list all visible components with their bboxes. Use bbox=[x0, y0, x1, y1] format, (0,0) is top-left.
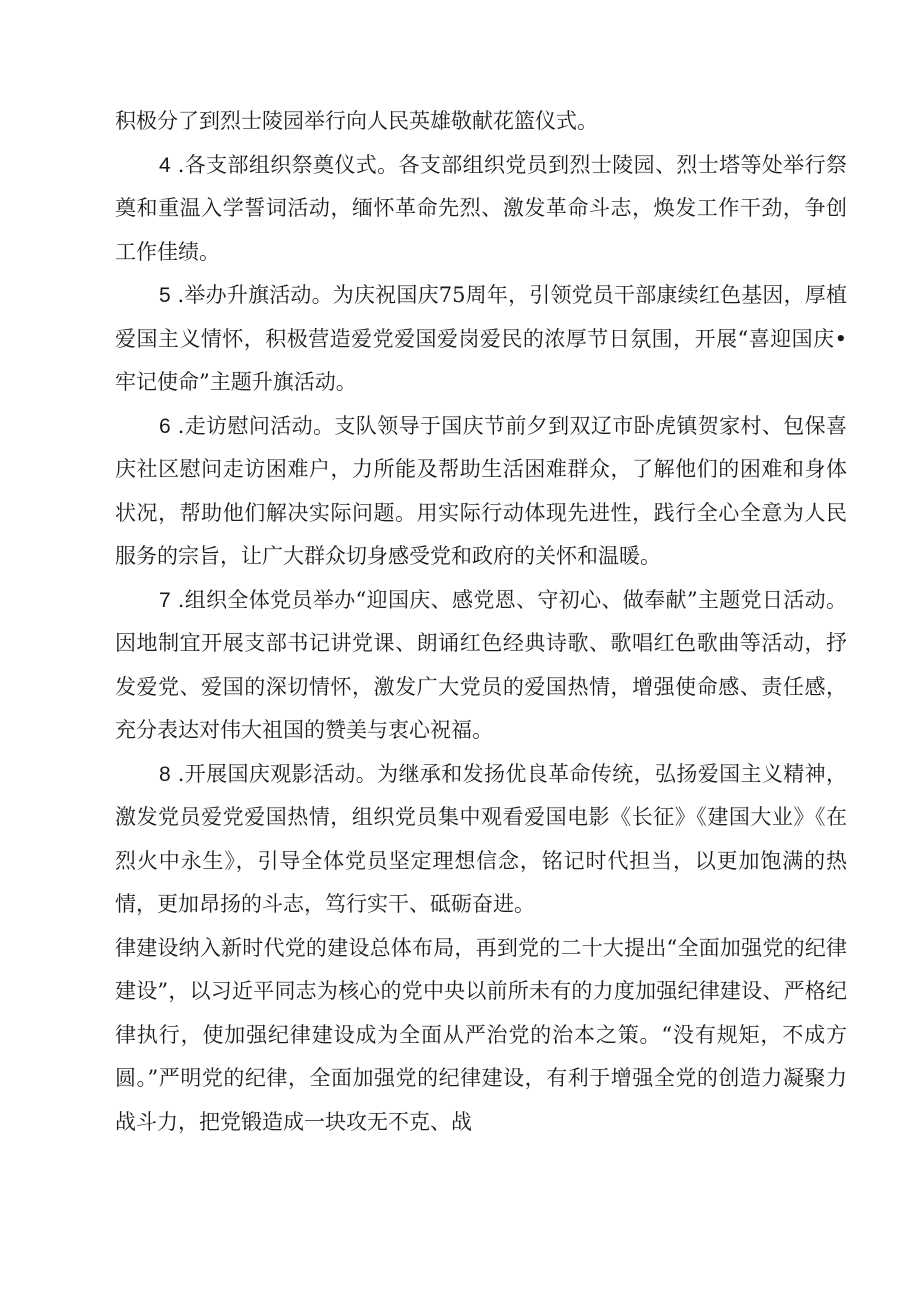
paragraph-item-8 bbox=[115, 753, 847, 927]
paragraph-item-7 bbox=[115, 579, 847, 753]
paragraph-text: 律建设纳入新时代党的建设总体布局，再到党的二十大提出“全面加强党的纪律建设”，以习近平同志为核心的党中央以前所未有的力度加强纪律建设、严格纪律执行，使加强纪律建设成为全面从严治党的治本之策。“没有规矩，不成方圆。”严明党的纪律，全面加强党的纪律建设，有利于增强全党的创造力凝聚力战斗力，把党锻造成一块攻无不克、战 bbox=[115, 935, 847, 1134]
item-number: 4 bbox=[159, 153, 171, 177]
paragraph-text: .举办升旗活动。为庆祝国庆75周年，引领党员干部康续红色基因，厚植爱国主义情怀，积极营造爱党爱国爱岗爱民的浓厚节日氛围，开展“喜迎国庆•牢记使命”主题升旗活动。 bbox=[115, 283, 847, 394]
paragraph-item-5 bbox=[115, 274, 847, 405]
item-number: 7 bbox=[159, 588, 171, 612]
paragraph-text: .开展国庆观影活动。为继承和发扬优良革命传统，弘扬爱国主义精神，激发党员爱党爱国热情，组织党员集中观看爱国电影《长征》《建国大业》《在烈火中永生》，引导全体党员坚定理想信念，铭记时代担当，以更加饱满的热情，更加昂扬的斗志，笃行实干、砥砺奋进。 bbox=[115, 761, 847, 916]
paragraph-item-6 bbox=[115, 405, 847, 579]
item-number: 5 bbox=[159, 284, 171, 307]
paragraph-text: .走访慰问活动。支队领导于国庆节前夕到双辽市卧虎镇贺家村、包保喜庆社区慰问走访困难户，力所能及帮助生活困难群众，了解他们的困难和身体状况，帮助他们解决实际问题。用实际行动体现先进性，践行全心全意为人民服务的宗旨，让广大群众切身感受党和政府的关怀和温暖。 bbox=[115, 413, 847, 568]
item-number: 8 bbox=[159, 762, 171, 786]
paragraph-item-4 bbox=[115, 144, 847, 275]
paragraph-text: .各支部组织祭奠仪式。各支部组织党员到烈士陵园、烈士塔等处举行祭奠和重温入学誓词活动，缅怀革命先烈、激发革命斗志，焕发工作干劲，争创工作佳绩。 bbox=[115, 152, 847, 264]
paragraph-text: 积极分了到烈士陵园举行向人民英雄敬献花篮仪式。 bbox=[115, 109, 598, 133]
paragraph-continuation-bottom bbox=[115, 927, 847, 1145]
item-number: 6 bbox=[159, 414, 171, 438]
paragraph-text: .组织全体党员举办“迎国庆、感党恩、守初心、做奉献”主题党日活动。因地制宜开展支部书记讲党课、朗诵红色经典诗歌、歌唱红色歌曲等活动，抒发爱党、爱国的深切情怀，激发广大党员的爱国热情，增强使命感、责任感，充分表达对伟大祖国的赞美与衷心祝福。 bbox=[115, 587, 847, 742]
document-body bbox=[115, 100, 847, 1144]
paragraph-continuation-top bbox=[115, 100, 847, 144]
